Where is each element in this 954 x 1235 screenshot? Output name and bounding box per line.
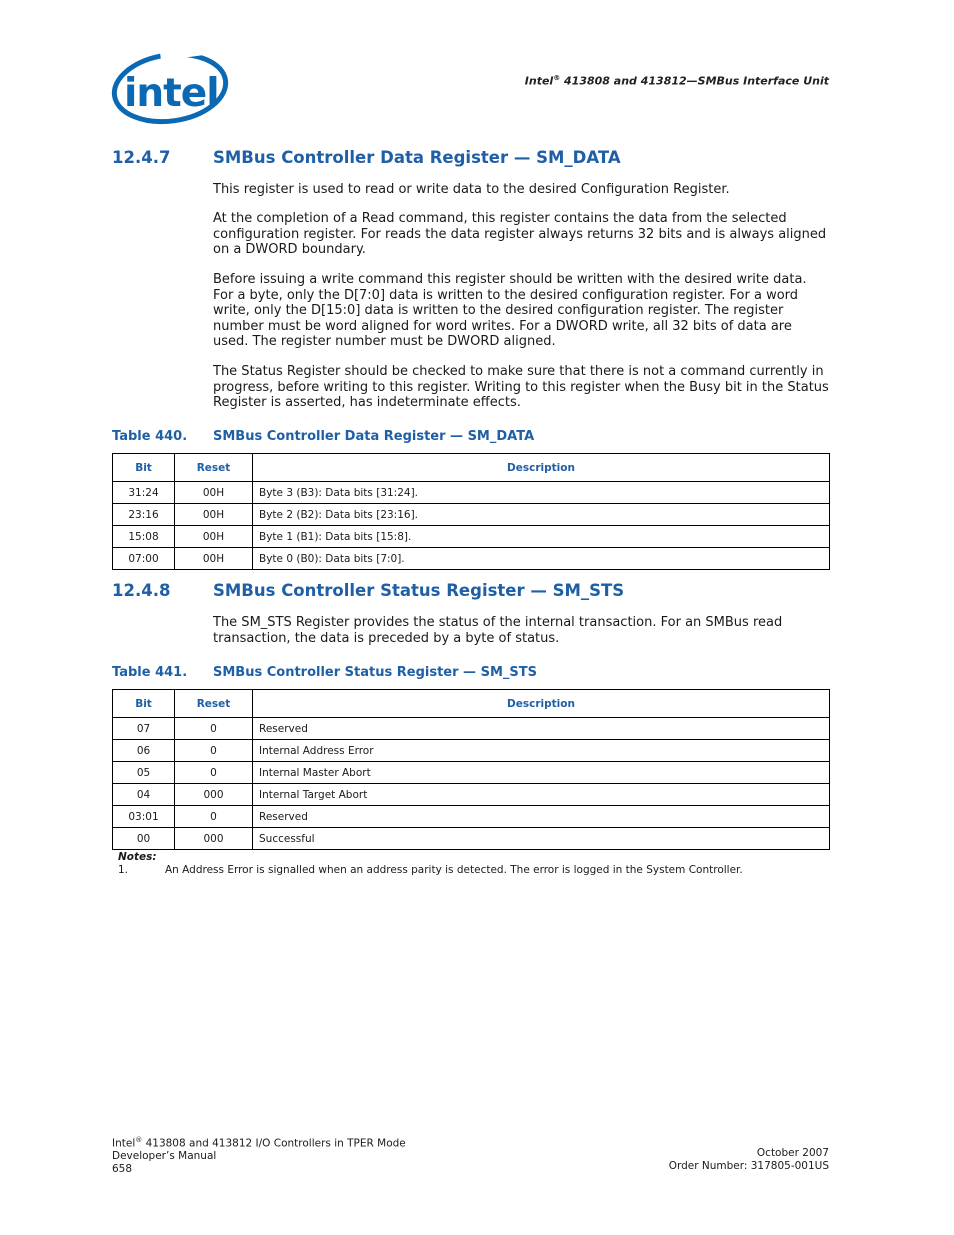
column-header-bit: Bit [113,454,175,482]
bit-cell: 07:00 [113,548,175,570]
table-caption-441: Table 441. SMBus Controller Status Register — SM_STS [112,665,537,680]
bit-cell: 15:08 [113,526,175,548]
reset-cell: 0 [175,762,253,784]
column-header-reset: Reset [175,690,253,718]
table-caption-440: Table 440. SMBus Controller Data Register — SM_DATA [112,429,535,444]
paragraph: The SM_STS Register provides the status of the internal transaction. For an SMBus read transaction, the data is preceded by a byte of status. [213,615,783,646]
reset-cell: 000 [175,828,253,850]
paragraph: This register is used to read or write data to the desired Configuration Register. [213,182,730,197]
footer-date: October 2007 [756,1147,829,1159]
logo-text: intel [124,71,219,116]
note-number: 1. [118,864,129,876]
footer-left [112,1134,406,1175]
description-cell: Reserved [253,806,830,828]
description-cell: Byte 0 (B0): Data bits [7:0]. [253,548,830,570]
bit-cell: 03:01 [113,806,175,828]
bit-cell: 00 [113,828,175,850]
reset-cell: 0 [175,740,253,762]
table-row [113,784,830,806]
table-row [113,482,830,504]
paragraph: At the completion of a Read command, this register contains the data from the selected configuration register. For reads the data register always returns 32 bits and is always aligned on a DWORD boundary. [213,211,827,257]
note-text: An Address Error is signalled when an address parity is detected. The error is logged in the System Controller. [165,864,743,876]
description-cell: Successful [253,828,830,850]
description-cell: Internal Target Abort [253,784,830,806]
description-cell: Reserved [253,718,830,740]
notes-label: Notes: [118,851,157,863]
intel-logo [108,48,230,128]
description-cell: Byte 3 (B3): Data bits [31:24]. [253,482,830,504]
running-header: Intel® 413808 and 413812—SMBus Interface Unit [524,74,829,88]
reset-cell: 00H [175,548,253,570]
column-header-bit: Bit [113,690,175,718]
column-header-description: Description [253,454,830,482]
table-row [113,548,830,570]
reset-cell: 0 [175,718,253,740]
footer-title: Intel® 413808 and 413812 I/O Controllers in TPER Mode [112,1136,406,1150]
page-number: 658 [112,1162,133,1175]
table-row [113,718,830,740]
bit-cell: 07 [113,718,175,740]
reset-cell: 000 [175,784,253,806]
table-header-row [113,690,830,718]
reset-cell: 0 [175,806,253,828]
column-header-description: Description [253,690,830,718]
paragraph: The Status Register should be checked to make sure that there is not a command currently in progress, before writing to this register. Writing to this register when the Busy bit in the Status Register is asserted, has indeterminate effects. [213,364,829,410]
table-row [113,526,830,548]
footer-right [669,1147,829,1172]
bit-cell: 23:16 [113,504,175,526]
paragraph: Before issuing a write command this register should be written with the desired write data. For a byte, only the D[7:0] data is written to the desired configuration register. For a word write, only the D[15:0] data is written to the desired configuration register. The register number must be word aligned for word writes. For a DWORD write, all 32 bits of data are used. The register number must be DWORD aligned. [213,272,807,349]
footer-manual: Developer’s Manual [112,1150,217,1162]
reset-cell: 00H [175,504,253,526]
section-heading-12-4-8: 12.4.8 SMBus Controller Status Register — SM_STS [112,581,625,600]
reset-cell: 00H [175,482,253,504]
table-row [113,504,830,526]
bit-cell: 06 [113,740,175,762]
table-row [113,762,830,784]
table-row [113,806,830,828]
bit-cell: 31:24 [113,482,175,504]
section-heading-12-4-7: 12.4.7 SMBus Controller Data Register — SM_DATA [112,148,621,167]
description-cell: Internal Master Abort [253,762,830,784]
footer-order-number: Order Number: 317805-001US [668,1159,829,1172]
table-440 [112,453,830,570]
description-cell: Internal Address Error [253,740,830,762]
table-header-row [113,454,830,482]
table-row [113,740,830,762]
description-cell: Byte 1 (B1): Data bits [15:8]. [253,526,830,548]
bit-cell: 04 [113,784,175,806]
column-header-reset: Reset [175,454,253,482]
bit-cell: 05 [113,762,175,784]
reset-cell: 00H [175,526,253,548]
table-row [113,828,830,850]
description-cell: Byte 2 (B2): Data bits [23:16]. [253,504,830,526]
table-441 [112,689,830,850]
